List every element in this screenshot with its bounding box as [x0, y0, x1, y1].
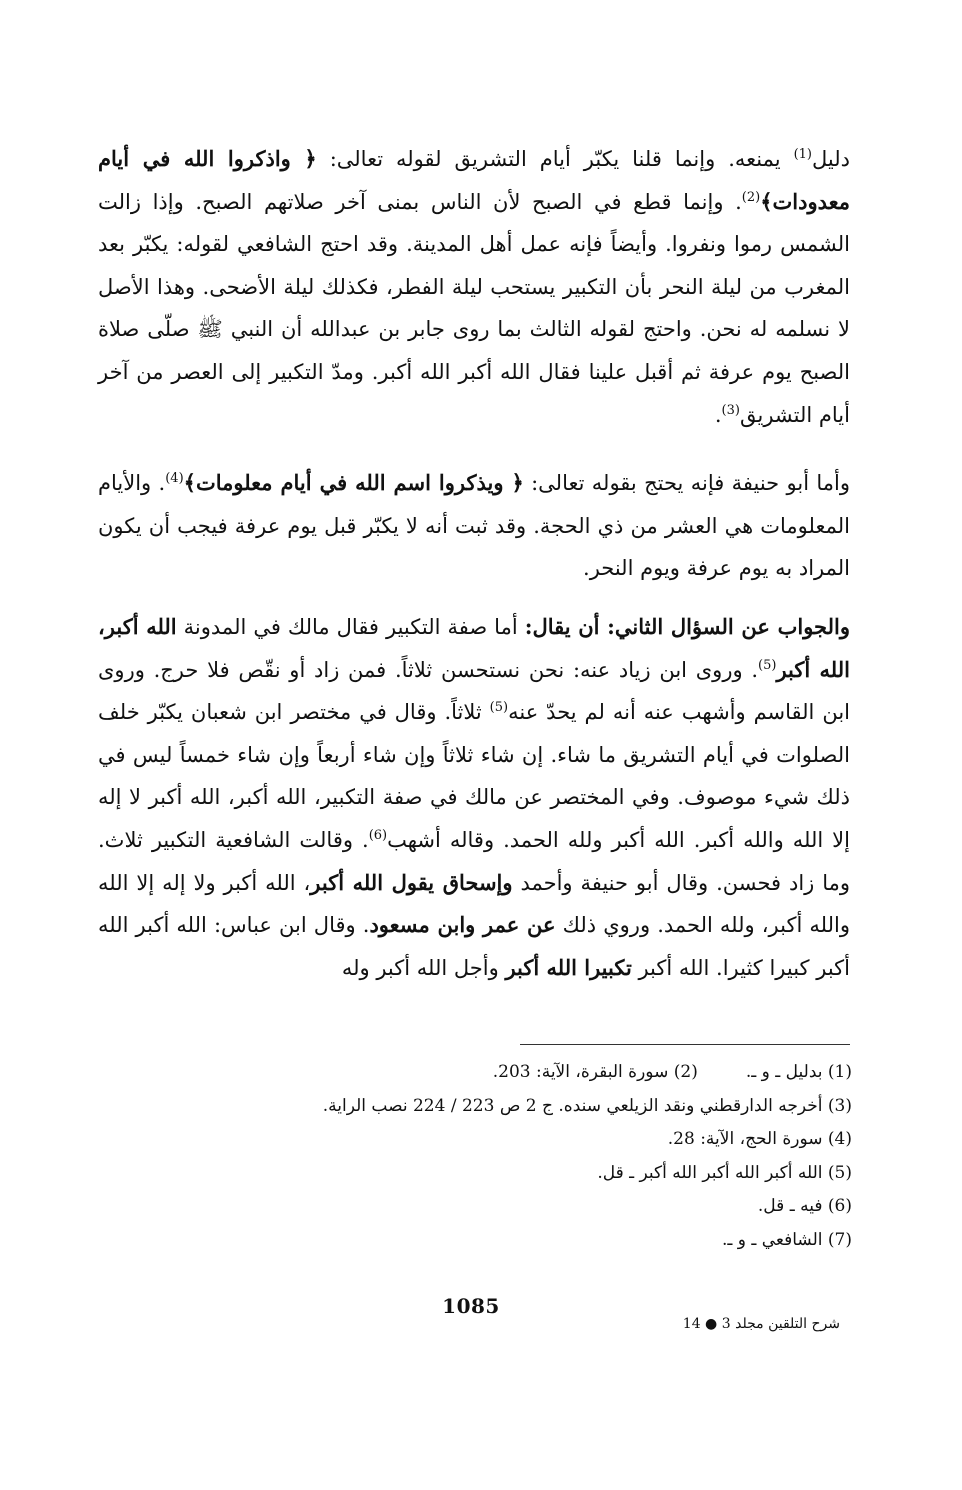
- footnote-text: الله أكبر الله أكبر الله أكبر ـ قل.: [597, 1162, 823, 1183]
- printer-signature: شرح التلقين مجلد 3 ● 14: [682, 1316, 840, 1332]
- text-run: . وإنما قطع في الصبح لأن الناس بمنى آخر صلاتهم الصبح. وإذا زالت الشمس رموا ونفروا. وأيضاً فإنه عمل أهل المدينة. وقد احتج الشافعي لقوله: يكبّر بعد المغرب من ليلة النحر بأن التكبير يستحب ليلة الفطر، فكذلك ليلة الأضحى. وهذا الأصل لا نسلمه له نحن. واحتج لقوله الثالث بما روى جابر بن عبدالله أن النبي ﷺ صلّى صلاة الصبح يوم عرفة ثم أقبل علينا فقال الله أكبر الله أكبر. ومدّ التكبير إلى العصر من آخر أيام التشريق: [98, 189, 850, 427]
- footnote-number: (4): [827, 1129, 852, 1149]
- footnote-ref: (3): [721, 402, 740, 418]
- quran-quote: ﴿ واذكروا الله في أيام معدودات﴾: [98, 146, 850, 214]
- text-run: وأما أبو حنيفة فإنه يحتج بقوله تعالى:: [523, 471, 850, 495]
- footnote-text: سورة الحج، الآية: 28.: [667, 1129, 823, 1149]
- text-run: دليل: [812, 147, 850, 171]
- paragraph-2: [98, 462, 850, 590]
- footnote-text: بدليل ـ و ـ.: [745, 1062, 823, 1082]
- footnote-number: (3): [827, 1095, 852, 1116]
- bold-run: الله أكبر، الله أكبر: [98, 614, 850, 682]
- footnote-text: الشافعي ـ و ـ.: [721, 1229, 823, 1250]
- text-run: يمنعه. وإنما قلنا يكبّر أيام التشريق لقوله تعالى:: [316, 147, 794, 171]
- footnote-ref: (1): [793, 147, 812, 162]
- text-run: . وقالت الشافعية التكبير ثلاث. وما زاد فحسن. وقال أبو حنيفة وأحمد: [98, 827, 851, 895]
- text-run: أما صفة التكبير فقال مالك في المدونة: [176, 615, 525, 639]
- footnote-divider: [520, 1044, 850, 1045]
- paragraph-1: [98, 138, 850, 436]
- footnote-text: فيه ـ قل.: [757, 1196, 823, 1216]
- footnote-row: [192, 1157, 852, 1191]
- footnote-row: [192, 1123, 852, 1157]
- text-run: . وقال ابن عباس: الله أكبر الله أكبر كبيرا كثيرا. الله أكبر: [98, 913, 850, 980]
- text-run: ، الله أكبر ولا إله إلا الله والله أكبر، ولله الحمد. وروي ذلك: [98, 870, 851, 938]
- footnote-ref: (6): [368, 827, 388, 843]
- footnote-number: (7): [827, 1229, 852, 1250]
- footnote-ref: (4): [165, 471, 184, 486]
- footnotes: [192, 1056, 852, 1257]
- footnote-text: سورة البقرة، الآية: 203.: [492, 1062, 669, 1082]
- footnote-number: (6): [827, 1196, 852, 1216]
- bold-run: وإسحاق يقول الله أكبر: [310, 869, 513, 895]
- text-run: وأجل الله أكبر وله: [341, 955, 506, 980]
- footnote-number: (2): [673, 1062, 698, 1082]
- paragraph-3-text: [98, 606, 850, 989]
- text-run: .: [714, 402, 722, 427]
- footnote-number: (1): [827, 1062, 852, 1082]
- footnote-row: [192, 1190, 852, 1224]
- bold-run: تكبيرا الله أكبر: [505, 954, 632, 980]
- footnote-row: [192, 1056, 852, 1090]
- footnote-row: [192, 1224, 852, 1258]
- text-run: . والأيام المعلومات هي العشر من ذي الحجة. وقد ثبت أنه لا يكبّر قبل يوم عرفة فيجب أن يكون المراد به يوم عرفة ويوم النحر.: [98, 471, 850, 581]
- quran-quote: ﴿ ويذكروا اسم الله في أيام معلومات﴾: [183, 470, 524, 495]
- page-number: 1085: [442, 1294, 500, 1318]
- text-run: . وروى ابن زياد عنه: نحن نستحسن ثلاثاً. فمن زاد أو نقّص فلا حرج. وروى ابن القاسم وأشهب عنه أنه لم يحدّ عنه: [98, 657, 850, 725]
- bold-run: عن عمر وابن مسعود: [369, 912, 556, 938]
- paragraph-1-text: [98, 138, 850, 436]
- footnote-number: (5): [827, 1162, 852, 1183]
- footnote-text: أخرجه الدارقطني ونقد الزيلعي سنده. ج 2 ص 223 / 224 نصب الراية.: [322, 1095, 823, 1116]
- footnote-ref: (5): [758, 657, 777, 673]
- footnote-ref: (5): [489, 700, 509, 716]
- answer-heading: والجواب عن السؤال الثاني: أن يقال:: [524, 614, 850, 639]
- paragraph-2-text: [98, 462, 850, 590]
- footnote-ref: (2): [741, 189, 761, 205]
- text-run: ثلاثاً. وقال في مختصر ابن شعبان يكبّر خلف الصلوات في أيام التشريق ما شاء. إن شاء ثلاثاً وإن شاء أربعاً وإن شاء خمساً ليس في ذلك شيء موصوف. وفي المختصر عن مالك في صفة التكبير، الله أكبر، الله أكبر لا إله إلا الله والله أكبر. الله أكبر ولله الحمد. وقاله أشهب: [98, 700, 850, 852]
- paragraph-3: [98, 606, 850, 989]
- footnote-row: [192, 1090, 852, 1124]
